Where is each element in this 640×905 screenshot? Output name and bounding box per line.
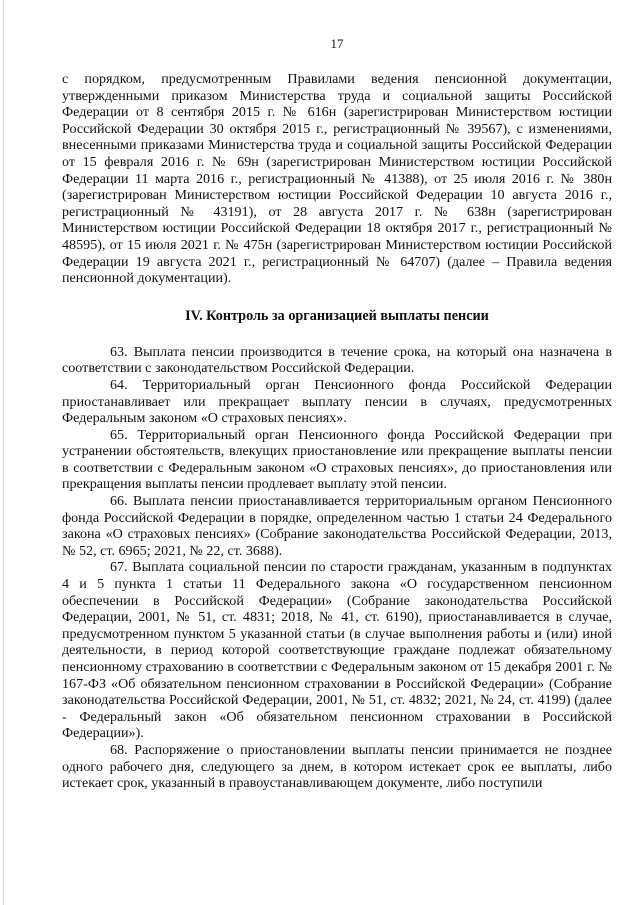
section-heading: IV. Контроль за организацией выплаты пенсии [185, 307, 489, 324]
paragraph-63: 63. Выплата пенсии производится в течение срока, на который она назначена в соответствии с законодательством Российской Федерации. [62, 343, 612, 377]
paragraph-68: 68. Распоряжение о приостановлении выплаты пенсии принимается не позднее одного рабочего дня, следующего за днем, в котором истекает срок ее выплаты, либо истекает срок, указанный в правоустанавливающем документе, либо поступили [62, 741, 612, 792]
paragraph-64: 64. Территориальный орган Пенсионного фонда Российской Федерации приостанавливает или прекращает выплату пенсии в случаях, предусмотренных Федеральным законом «О страховых пенсиях». [62, 376, 612, 427]
paragraph-continuation: с порядком, предусмотренным Правилами ведения пенсионной документации, утвержденными приказом Министерства труда и социальной защиты Российской Федерации от 8 сентября 2015 г. № 616н (зарегистрирован Министерством юстиции Российской Федерации 30 октября 2015 г., регистрационный № 39567), с изменениями, внесенными приказами Министерства труда и социальной защиты Российской Федерации от 15 февраля 2016 г. № 69н (зарегистрирован Министерством юстиции Российской Федерации 11 марта 2016 г., регистрационный № 41388), от 25 июля 2016 г. № 380н (зарегистрирован Министерством юстиции Российской Федерации 10 августа 2016 г., регистрационный № 43191), от 28 августа 2017 г. № 638н (зарегистрирован Министерством юстиции Российской Федерации 18 октября 2017 г., регистрационный № 48595), от 15 июля 2021 г. № 475н (зарегистрирован Министерством юстиции Российской Федерации 19 августа 2021 г., регистрационный № 64707) (далее – Правила ведения пенсионной документации). [62, 71, 612, 287]
paragraph-66: 66. Выплата пенсии приостанавливается территориальным органом Пенсионного фонда Российской Федерации в порядке, определенном частью 1 статьи 24 Федерального закона «О страховых пенсиях» (Собрание законодательства Российской Федерации, 2013, № 52, ст. 6965; 2021, № 22, ст. 3688). [62, 493, 612, 559]
paragraph-67: 67. Выплата социальной пенсии по старости гражданам, указанным в подпунктах 4 и 5 пункта 1 статьи 11 Федерального закона «О государственном пенсионном обеспечении в Российской Федерации» (Собрание законодательства Российской Федерации, 2001, № 51, ст. 4831; 2018, № 41, ст. 6190), приостанавливается в случае, предусмотренном пунктом 5 указанной статьи (в случае выполнения работы и (или) иной деятельности, в период которой соответствующие граждане подлежат обязательному пенсионному страхованию в соответствии с Федеральным законом от 15 декабря 2001 г. № 167-ФЗ «Об обязательном пенсионном страховании в Российской Федерации» (Собрание законодательства Российской Федерации, 2001, № 51, ст. 4832; 2021, № 24, ст. 4199) (далее - Федеральный закон «Об обязательном пенсионном страховании в Российской Федерации»). [62, 559, 612, 742]
page-number: 17 [330, 36, 344, 51]
paragraph-65: 65. Территориальный орган Пенсионного фонда Российской Федерации при устранении обстоятельств, влекущих приостановление или прекращение выплаты пенсии в соответствии с Федеральным законом «О страховых пенсиях», до приостановления или прекращения выплаты пенсии продлевает выплату этой пенсии. [62, 426, 612, 493]
